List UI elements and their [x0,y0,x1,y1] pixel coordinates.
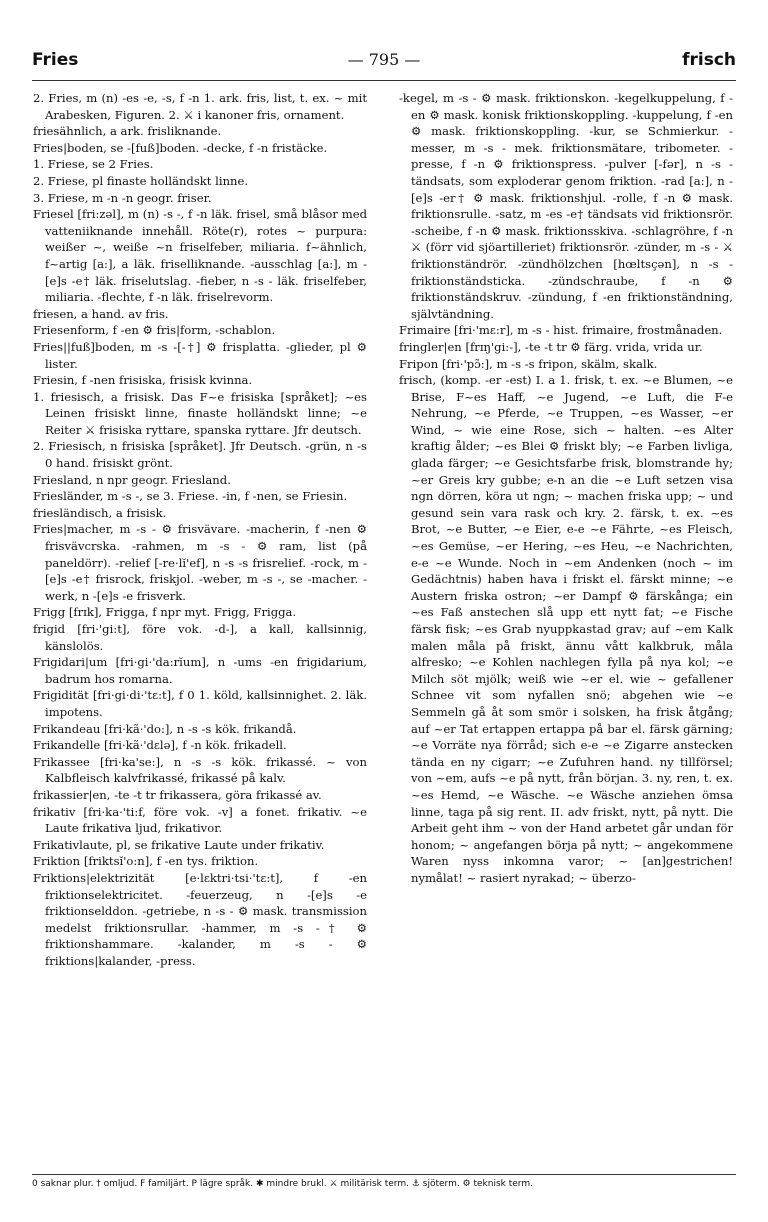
dictionary-entry: Frikassee [fri·ka'se:], n -s -s kök. frikassé. ~ von Kalbfleisch kalvfrikassé, frikassé på kalv. [33,754,367,786]
dictionary-entry: 2. Friesisch, n frisiska [språket]. Jfr Deutsch. -grün, n -s 0 hand. frisiskt grönt. [33,439,367,471]
dictionary-entry: Friktion [friktsĭ'o:n], f -en tys. friktion. [33,854,259,869]
abbreviation-legend: 0 saknar plur. † omljud. F familjärt. P lägre språk. ✱ mindre brukl. ⚔ militärisk term. ⚓ sjöterm. ⚙ teknisk term. [32,1174,736,1189]
dictionary-entry: -kegel, m -s - ⚙ mask. friktionskon. -kegelkuppelung, f -en ⚙ mask. konisk friktionskoppling. -kuppelung, f -en ⚙ mask. friktionskoppling. -kur, se Schmierkur. -messer, m -s - mek. friktionsmätare, tribometer. -presse, f -n ⚙ friktionspress. -pulver [-fər], n -s - tändsats, som exploderar genom friktion. -rad [a:], n -[e]s -er† ⚙ mask. friktionshjul. -rolle, f -n ⚙ mask. friktionsrulle. -satz, m -es -e† tändsats vid friktionsrör. -scheibe, f -n ⚙ mask. friktionsskiva. -schlagröhre, f -n ⚔ (förr vid sjöartilleriet) friktionsrör. -zünder, m -s - ⚔ friktionständrör. -zündhölzchen [hœltsçən], n -s - friktionständsticka. -zündschraube, f -n ⚙ friktionständskruv. -zündung, f -en friktionständning, självtändning. [399,91,733,321]
dictionary-entry: Fries||fuß]boden, m -s -[-†] ⚙ frisplatta. -glieder, pl ⚙ lister. [33,339,367,371]
dictionary-entry: 2. Fries, m (n) -es -e, -s, f -n 1. ark. fris, list, t. ex. ~ mit Arabesken, Figuren. 2. ⚔ i kanoner fris, ornament. [33,91,367,122]
dictionary-entry: frikativ [fri·ka·'ti:f, före vok. -v] a fonet. frikativ. ~e Laute frikativa ljud, frikativor. [33,804,367,836]
dictionary-entry: friesländisch, a frisisk. [33,505,167,520]
dictionary-entry: fringler|en [frɪŋ'gi:-], -te -t tr ⚙ färg. vrida, vrida ur. [399,339,703,354]
dictionary-entry: Friktions|elektrizität [e·lεktri·tsi·'tε:t], f -en friktionselektricitet. -feuerzeug, n -[e]s -e friktionselddon. -getriebe, n -s - ⚙ mask. transmission medelst friktionsrullar. -hammer, m -s -† ⚙ friktionshammare. -kalander, m -s - ⚙ friktions|kalander, -press. [33,870,367,968]
dictionary-entry: Fries|boden, se -[fuß]boden. -decke, f -n fristäcke. [33,140,328,155]
dictionary-entry: Frigidität [fri·gi·di·'tε:t], f 0 1. köld, kallsinnighet. 2. läk. impotens. [33,688,367,719]
dictionary-entry: Frikandelle [fri·kã·'dεlə], f -n kök. frikadell. [33,738,287,753]
dictionary-entry: frisch, (komp. -er -est) I. a 1. frisk, t. ex. ~e Blumen, ~e Brise, F~es Haff, ~e Jugend, ~e Luft, die F-e Nehrung, ~e Pferde, ~e Truppen, ~es Wasser, ~er Wind, ~ wie eine Rose, sich ~ halten. ~es Alter kraftig ålder; ~es Blei ⚙ friskt bly; ~e Farben livliga, glada färger; ~e Gesichtsfarbe frisk, blomstrande hy; ~er Greis kry gubbe; e-n an die ~e Luft setzen visa ngn dörren, köra ut ngn; ~ machen friska upp; ~ und gesund sein vara rask och kry. 2. färsk, t. ex. ~es Brot, ~e Butter, ~e Eier, e-e ~e Fährte, ~es Fleisch, ~es Gemüse, ~er Hering, ~es Heu, ~e Nachrichten, e-e ~e Wunde. Noch in ~em Andenken (noch ~ im Gedächtnis) haben hava i friskt el. färskt minne; ~e Austern friska ostron; ~er Dampf ⚙ färskånga; ein ~es Faß anstechen slå upp ett nytt fat; ~e Fische färsk fisk; ~es Grab nyuppkastad grav; auf ~em Kalk malen måla på friskt, ännu vått kalkbruk, måla alfresko; ~e Kohlen nachlegen fylla på nya kol; ~e Milch söt mjölk; weiß wie ~er el. wie ~ gefallener Schnee vit som nyfallen snö; abgehen wie ~e Semmeln gå åt som smör i solsken, ha frisk åtgång; auf ~er Tat ertappen ertappa på bar el. färsk gärning; ~e Vorräte nya förråd; sich e-e ~e Zigarre anstecken tända en ny cigarr; ~e Zufuhren hand. ny tillförsel; von ~em, aufs ~e på nytt, från början. 3. ny, ren, t. ex. ~es Hemd, ~e Wäsche. ~e Wäsche anziehen ömsa linne, taga på sig rent. II. adv friskt, nytt, på nytt. Die Arbeit geht ihm ~ von der Hand arbetet går undan för honom; ~ angefangen börja på nytt; ~ angekommene Waren nyss inkomna varor; ~ [an]gestrichen! nymålat! ~ rasiert nyrakad; ~ überzo- [399,373,733,885]
dictionary-entry: friesen, a hand. av fris. [33,306,169,321]
dictionary-entry: Friesin, f -nen frisiska, frisisk kvinna. [33,373,253,388]
dictionary-entry: frigid [fri·'gi:t], före vok. -d-], a kall, kallsinnig, känslolös. [33,622,367,653]
dictionary-entry: 2. Friese, pl finaste holländskt linne. [33,173,249,188]
dictionary-entry: Frigidari|um [fri·gi·'da:rĭum], n -ums -en frigidarium, badrum hos romarna. [33,655,367,686]
dictionary-entry: 1. friesisch, a frisisk. Das F~e frisiska [språket]; ~es Leinen frisiskt linne, finaste holländskt linne; ~e Reiter ⚔ frisiska ryttare, spanska ryttare. Jfr deutsch. [33,389,367,437]
header-right-headword: frisch [682,50,736,70]
right-column [399,90,733,887]
dictionary-entry: Fripon [fri·'pɔ̃:], m -s -s fripon, skälm, skalk. [399,356,658,371]
dictionary-entry: Friesel [fri:zəl], m (n) -s -, f -n läk. frisel, små blåsor med vatteniiknande innehåll. Röte(r), rotes ~ purpura: weißer ~, weiße ~n friselfeber, miliaria. f~ähnlich, f~artig [a:], a läk. friselliknande. -ausschlag [a:], m -[e]s -e† läk. friselutslag. -fieber, n -s - läk. friselfeber, miliaria. -flechte, f -n läk. friselrevorm. [33,207,367,305]
dictionary-entry: 1. Friese, se 2 Fries. [33,157,154,172]
header-rule [32,80,736,81]
dictionary-entry: Frigg [frɪk], Frigga, f npr myt. Frigg, Frigga. [33,605,297,620]
left-column [33,90,367,969]
dictionary-entry: Friesland, n npr geogr. Friesland. [33,472,231,487]
dictionary-entry: Frimaire [fri·'mε:r], m -s - hist. frimaire, frostmånaden. [399,323,723,338]
page-number: — 795 — [347,50,421,69]
dictionary-entry: friesähnlich, a ark. frisliknande. [33,124,222,139]
dictionary-entry: Fries|macher, m -s - ⚙ frisvävare. -macherin, f -nen ⚙ frisvävcrska. -rahmen, m -s - ⚙ ram, list (på paneldörr). -relief [-re·lĭ'ef], n -s -s frisrelief. -rock, m -[e]s -e† frisrock, friskjol. -weber, m -s -, se -macher. -werk, n -[e]s -e frisverk. [33,522,367,603]
dictionary-entry: 3. Friese, m -n -n geogr. friser. [33,190,212,205]
dictionary-entry: Friesländer, m -s -, se 3. Friese. -in, f -nen, se Friesin. [33,489,348,504]
dictionary-entry: Frikativlaute, pl, se frikative Laute under frikativ. [33,837,325,852]
page-header [32,50,736,76]
dictionary-entry: Friesenform, f -en ⚙ fris|form, -schablon. [33,323,276,338]
dictionary-entry: frikassier|en, -te -t tr frikassera, göra frikassé av. [33,787,322,802]
header-left-headword: Fries [32,50,79,70]
dictionary-entry: Frikandeau [fri·kã·'do:], n -s -s kök. frikandå. [33,721,297,736]
